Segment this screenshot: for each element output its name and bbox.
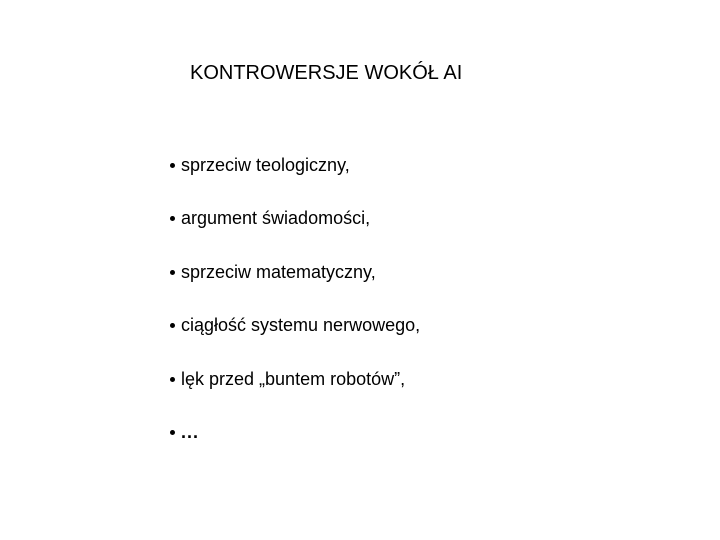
list-item-text: lęk przed „buntem robotów”, <box>181 368 406 389</box>
list-item-text: sprzeciw matematyczny, <box>181 261 376 282</box>
list-item <box>168 259 420 285</box>
bullet-icon <box>170 377 175 382</box>
list-item <box>168 420 420 446</box>
bullet-icon <box>170 323 175 328</box>
list-item <box>168 206 420 232</box>
list-item <box>168 366 420 392</box>
bullet-icon <box>170 430 175 435</box>
bullet-icon <box>170 163 175 168</box>
slide-title: KONTROWERSJE WOKÓŁ AI <box>190 62 463 84</box>
list-item <box>168 313 420 339</box>
bullet-icon <box>170 270 175 275</box>
bullet-list <box>168 152 420 473</box>
list-item-text: argument świadomości, <box>181 208 371 228</box>
list-item-text: ... <box>181 422 200 442</box>
list-item-text: ciągłość systemu nerwowego, <box>181 315 421 335</box>
list-item-text: sprzeciw teologiczny, <box>181 154 350 175</box>
list-item <box>168 152 420 178</box>
bullet-icon <box>170 216 175 221</box>
